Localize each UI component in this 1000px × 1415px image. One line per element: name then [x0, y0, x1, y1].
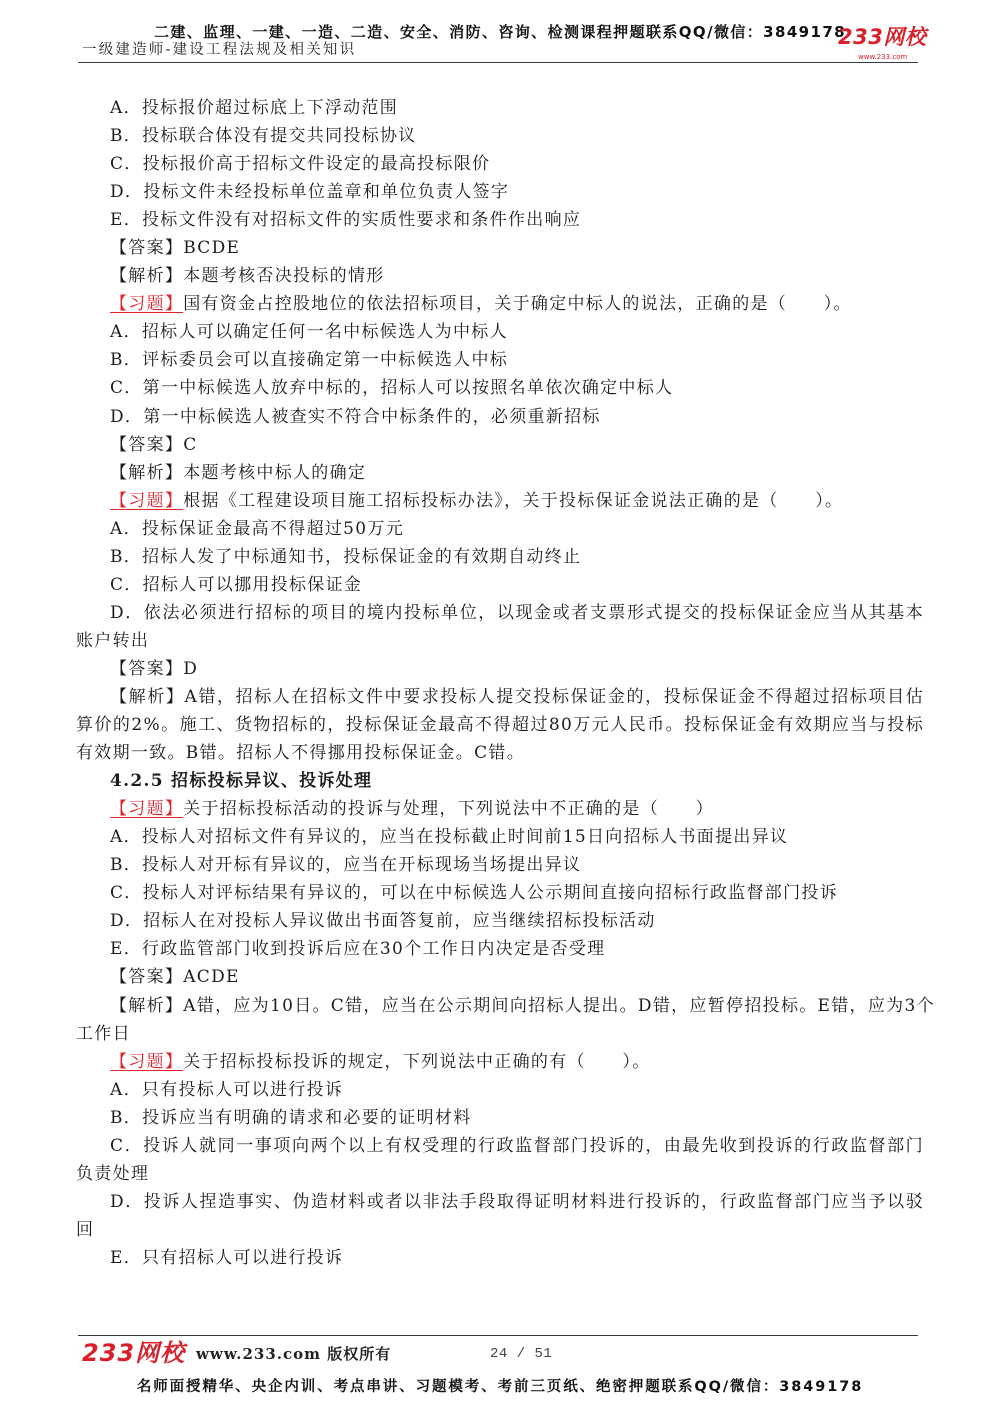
- line-text: 4.2.5 招标投标异议、投诉处理: [110, 771, 373, 792]
- text-line: [76, 234, 924, 262]
- answer-block: [76, 655, 924, 683]
- line-text: D．投诉人捏造事实、伪造材料或者以非法手段取得证明材料进行投诉的，行政监督部门应当予以驳: [110, 1191, 924, 1212]
- option-block: [76, 515, 924, 543]
- text-line: [76, 374, 924, 402]
- text-line: [76, 431, 924, 459]
- question-block: [76, 487, 924, 515]
- footer-copyright: www.233.com 版权所有: [196, 1345, 392, 1363]
- line-text: C．投诉人就同一事项向两个以上有权受理的行政监督部门投诉的，由最先收到投诉的行政监督部门: [110, 1135, 924, 1156]
- question-tag: 【习题】: [110, 294, 184, 315]
- line-text: 负责处理: [76, 1163, 150, 1184]
- question-block: [76, 795, 924, 823]
- footer-logo: 233网校: [82, 1339, 186, 1367]
- line-text: 有效期一致。B错。招标人不得挪用投标保证金。C错。: [76, 743, 525, 764]
- question-block: [76, 1048, 924, 1076]
- continuation-line: [76, 1216, 924, 1244]
- option-block: [76, 543, 924, 571]
- option-block: [76, 1244, 924, 1272]
- option-block: [76, 403, 924, 431]
- text-line: [76, 178, 924, 206]
- text-line: [76, 851, 924, 879]
- analysis-block: [76, 459, 924, 487]
- text-line: [76, 992, 935, 1020]
- text-line: [76, 823, 924, 851]
- line-text: B．投标联合体没有提交共同投标协议: [110, 126, 417, 147]
- answer-tag: 【答案】: [110, 238, 184, 259]
- answer-tag: 【答案】: [110, 967, 184, 988]
- analysis-tag: 【解析】: [110, 266, 184, 287]
- line-text: A．投标报价超过标底上下浮动范围: [110, 98, 399, 118]
- question-tag: 【习题】: [110, 490, 184, 511]
- option-block: [76, 150, 924, 178]
- header-divider: [78, 62, 918, 63]
- text-line: [76, 262, 924, 290]
- line-text: 国有资金占控股地位的依法招标项目，关于确定中标人的说法，正确的是（ ）。: [183, 294, 852, 315]
- text-line: [76, 1132, 924, 1160]
- text-line: [76, 1244, 924, 1272]
- continuation-line: [76, 739, 924, 767]
- text-line: [76, 515, 924, 543]
- text-line: [76, 543, 924, 571]
- option-block: [76, 94, 924, 122]
- line-text: E．行政监管部门收到投诉后应在30个工作日内决定是否受理: [110, 939, 606, 960]
- line-text: C: [183, 434, 198, 455]
- footer-promo: 名师面授精华、央企内训、考点串讲、习题模考、考前三页纸、绝密押题联系QQ/微信：3849178: [136, 1379, 864, 1395]
- line-text: C．招标人可以挪用投标保证金: [110, 574, 363, 595]
- analysis-block: [76, 992, 935, 1048]
- option-block: [76, 907, 924, 935]
- footer-divider: [78, 1335, 918, 1336]
- line-text: A．招标人可以确定任何一名中标候选人为中标人: [110, 322, 508, 343]
- line-text: B．招标人发了中标通知书，投标保证金的有效期自动终止: [110, 546, 582, 567]
- line-text: E．投标文件没有对招标文件的实质性要求和条件作出响应: [110, 210, 582, 231]
- line-text: B．评标委员会可以直接确定第一中标候选人中标: [110, 350, 509, 371]
- text-line: [76, 459, 924, 487]
- text-line: [76, 1048, 924, 1076]
- text-line: [76, 206, 924, 234]
- continuation-line: [76, 1020, 924, 1048]
- option-block: [76, 851, 924, 879]
- page-number: 24 / 51: [490, 1346, 553, 1362]
- line-text: 工作日: [76, 1023, 131, 1044]
- text-line: [76, 963, 924, 991]
- line-text: 本题考核中标人的确定: [183, 462, 367, 483]
- continuation-line: [76, 711, 924, 739]
- option-block: [76, 599, 924, 655]
- option-block: [76, 318, 924, 346]
- line-text: C．投标报价高于招标文件设定的最高投标限价: [110, 154, 491, 175]
- text-line: [76, 290, 924, 318]
- text-line: [76, 150, 924, 178]
- analysis-block: [76, 262, 924, 290]
- line-text: A．只有投标人可以进行投诉: [110, 1079, 344, 1100]
- line-text: B．投诉应当有明确的请求和必要的证明材料: [110, 1107, 472, 1128]
- answer-tag: 【答案】: [110, 658, 184, 679]
- text-line: [76, 907, 924, 935]
- line-text: A．投标保证金最高不得超过50万元: [110, 518, 405, 539]
- line-text: 账户转出: [76, 630, 150, 651]
- line-text: D．投标文件未经投标单位盖章和单位负责人签字: [110, 182, 510, 203]
- answer-block: [76, 431, 924, 459]
- analysis-tag: 【解析】: [110, 995, 184, 1016]
- text-line: [76, 1104, 924, 1132]
- line-text: 关于招标投标投诉的规定，下列说法中正确的有（ ）。: [183, 1051, 651, 1072]
- answer-block: [76, 963, 924, 991]
- text-line: [76, 403, 924, 431]
- line-text: 本题考核否决投标的情形: [183, 266, 385, 287]
- option-block: [76, 571, 924, 599]
- header-promo: 二建、监理、一建、一造、二造、安全、消防、咨询、检测课程押题联系QQ/微信：3849178: [153, 23, 847, 41]
- text-line: [76, 683, 924, 711]
- section-heading: [76, 767, 924, 795]
- text-line: [76, 571, 924, 599]
- line-text: E．只有招标人可以进行投诉: [110, 1247, 344, 1268]
- analysis-tag: 【解析】: [110, 686, 185, 707]
- line-text: A错，招标人在招标文件中要求投标人提交投标保证金的，投标保证金不得超过招标项目估: [184, 686, 925, 707]
- line-text: 根据《工程建设项目施工招标投标办法》，关于投标保证金说法正确的是（ ）。: [183, 490, 844, 511]
- question-tag: 【习题】: [110, 1051, 184, 1072]
- text-line: [76, 94, 924, 122]
- continuation-line: [76, 627, 924, 655]
- line-text: C．投标人对评标结果有异议的，可以在中标候选人公示期间直接向招标行政监督部门投诉: [110, 883, 839, 904]
- text-line: [76, 1188, 924, 1216]
- text-line: [76, 599, 924, 627]
- text-line: [76, 655, 924, 683]
- line-text: 回: [76, 1219, 95, 1240]
- text-line: [76, 767, 924, 795]
- line-text: D．依法必须进行招标的项目的境内投标单位，以现金或者支票形式提交的投标保证金应当从其基本: [110, 602, 924, 623]
- option-block: [76, 879, 924, 907]
- analysis-block: [76, 683, 924, 767]
- line-text: ACDE: [183, 967, 240, 988]
- line-text: BCDE: [183, 238, 241, 259]
- option-block: [76, 178, 924, 206]
- line-text: D．招标人在对投标人异议做出书面答复前，应当继续招标投标活动: [110, 911, 656, 932]
- header-logo: [838, 24, 927, 64]
- text-line: [76, 879, 924, 907]
- text-line: [76, 1076, 924, 1104]
- option-block: [76, 374, 924, 402]
- option-block: [76, 823, 924, 851]
- line-text: B．投标人对开标有异议的，应当在开标现场当场提出异议: [110, 855, 582, 876]
- line-text: D: [183, 658, 199, 679]
- line-text: D．第一中标候选人被查实不符合中标条件的，必须重新招标: [110, 406, 601, 427]
- line-text: C．第一中标候选人放弃中标的，招标人可以按照名单依次确定中标人: [110, 378, 674, 399]
- document-subtitle: 一级建造师-建设工程法规及相关知识: [82, 42, 357, 58]
- option-block: [76, 1104, 924, 1132]
- text-line: [76, 795, 924, 823]
- text-line: [76, 487, 924, 515]
- answer-tag: 【答案】: [110, 434, 184, 455]
- text-line: [76, 318, 924, 346]
- document-body: [76, 94, 935, 1272]
- line-text: A错，应为10日。C错，应当在公示期间向招标人提出。D错，应暂停招投标。E错，应为3个: [183, 995, 935, 1016]
- logo-wordmark: 233网校: [838, 25, 927, 49]
- text-line: [76, 122, 924, 150]
- text-line: [76, 935, 924, 963]
- continuation-line: [76, 1160, 924, 1188]
- question-tag: 【习题】: [110, 799, 184, 820]
- option-block: [76, 935, 924, 963]
- line-text: 关于招标投标活动的投诉与处理，下列说法中不正确的是（ ）: [183, 799, 714, 820]
- option-block: [76, 346, 924, 374]
- option-block: [76, 1188, 924, 1244]
- option-block: [76, 206, 924, 234]
- analysis-tag: 【解析】: [110, 462, 184, 483]
- option-block: [76, 1132, 924, 1188]
- question-block: [76, 290, 924, 318]
- text-line: [76, 346, 924, 374]
- option-block: [76, 1076, 924, 1104]
- logo-url: www.233.com: [858, 53, 908, 61]
- line-text: A．投标人对招标文件有异议的，应当在投标截止时间前15日向招标人书面提出异议: [110, 827, 789, 848]
- answer-block: [76, 234, 924, 262]
- option-block: [76, 122, 924, 150]
- line-text: 算价的2%。施工、货物招标的，投标保证金最高不得超过80万元人民币。投标保证金有效期应当与投标: [76, 715, 924, 736]
